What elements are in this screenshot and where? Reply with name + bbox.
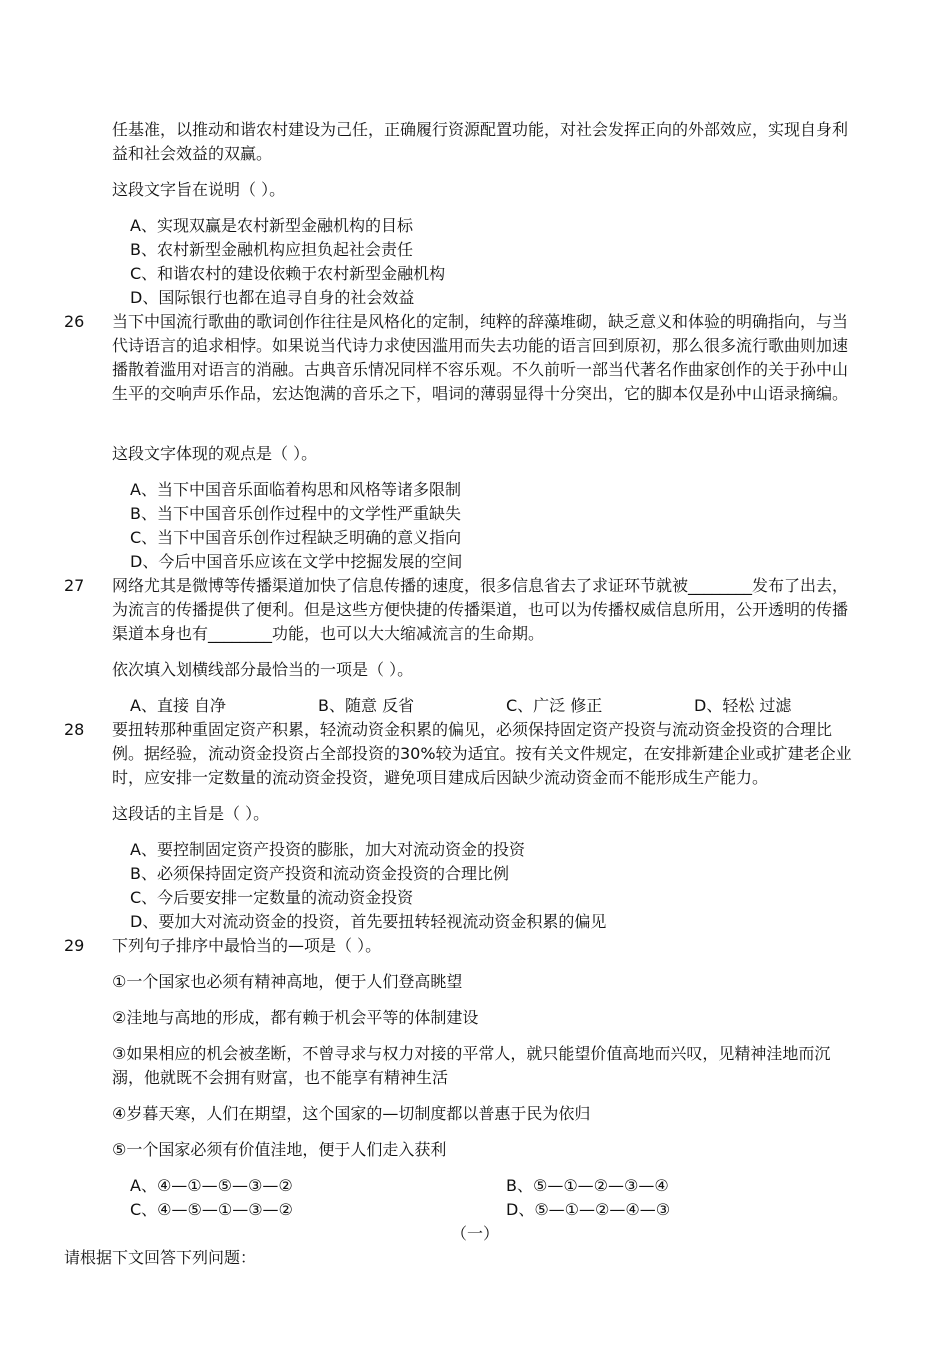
q27-question: 依次填入划横线部分最恰当的一项是（ ）。: [112, 660, 414, 679]
q26-number: 26: [64, 312, 85, 331]
q26-passage: 当下中国流行歌曲的歌词创作往往是风格化的定制，纯粹的辞藻堆砌，缺乏意义和体验的明确指向，与当代诗语言的追求相悖。如果说当代诗力求使因滥用而失去功能的语言回到原初，那么很多流行歌曲则加速播散着滥用对语言的消融。古典音乐情况同样不容乐观。不久前听一部当代著名作曲家创作的关于孙中山生平的交响声乐作品，宏达饱满的音乐之下，唱词的薄弱显得十分突出，它的脚本仅是孙中山语录摘编。: [112, 312, 849, 403]
q27-number: 27: [64, 576, 85, 595]
q29-sentence-5: ⑤一个国家必须有价值洼地，便于人们走入获利: [112, 1140, 447, 1159]
q28-option-d: D、要加大对流动资金的投资，首先要扭转轻视流动资金积累的偏见: [130, 912, 607, 931]
q26-question: 这段文字体现的观点是（ ）。: [112, 444, 318, 463]
q27-option-a: A、直接 自净: [130, 696, 227, 715]
q29-question: 下列句子排序中最恰当的—项是（ ）。: [112, 936, 382, 955]
q28-option-c: C、今后要安排一定数量的流动资金投资: [130, 888, 414, 907]
q27-option-c: C、广泛 修正: [506, 696, 603, 715]
q25-option-c: C、和谐农村的建设依赖于农村新型金融机构: [130, 264, 446, 283]
q28-number: 28: [64, 720, 85, 739]
q29-option-d: D、⑤—①—②—④—③: [506, 1200, 671, 1219]
q29-option-a: A、④—①—⑤—③—②: [130, 1176, 293, 1195]
q25-option-d: D、国际银行也都在追寻自身的社会效益: [130, 288, 415, 307]
q27-passage: 网络尤其是微博等传播渠道加快了信息传播的速度，很多信息省去了求证环节就被________发布了出去，为流言的传播提供了便利。但是这些方便快捷的传播渠道，也可以为传播权威信息所用，公开透明的传播渠道本身也有________功能，也可以大大缩减流言的生命期。: [112, 576, 849, 643]
section-title: （一）: [450, 1224, 499, 1243]
q29-option-b: B、⑤—①—②—③—④: [506, 1176, 669, 1195]
q29-sentence-2: ②洼地与高地的形成，都有赖于机会平等的体制建设: [112, 1008, 479, 1027]
q29-sentence-4: ④岁暮天寒，人们在期望，这个国家的—切制度都以普惠于民为依归: [112, 1104, 591, 1123]
q25-option-a: A、实现双赢是农村新型金融机构的目标: [130, 216, 413, 235]
q27-option-d: D、轻松 过滤: [694, 696, 792, 715]
q28-option-a: A、要控制固定资产投资的膨胀，加大对流动资金的投资: [130, 840, 525, 859]
q25-passage: 任基准，以推动和谐农村建设为己任，正确履行资源配置功能，对社会发挥正向的外部效应，实现自身利益和社会效益的双赢。: [112, 120, 849, 163]
q26-option-d: D、今后中国音乐应该在文学中挖掘发展的空间: [130, 552, 463, 571]
q29-option-c: C、④—⑤—①—③—②: [130, 1200, 293, 1219]
q25-question: 这段文字旨在说明（ ）。: [112, 180, 286, 199]
q29-number: 29: [64, 936, 85, 955]
q28-passage: 要扭转那种重固定资产积累，轻流动资金积累的偏见，必须保持固定资产投资与流动资金投资的合理比例。据经验，流动资金投资占全部投资的30%较为适宜。按有关文件规定，在安排新建企业或扩建老企业时，应安排一定数量的流动资金投资，避免项目建成后因缺少流动资金而不能形成生产能力。: [112, 720, 852, 787]
q29-sentence-1: ①一个国家也必须有精神高地，便于人们登高眺望: [112, 972, 463, 991]
q26-option-b: B、当下中国音乐创作过程中的文学性严重缺失: [130, 504, 461, 523]
q29-sentence-3: ③如果相应的机会被垄断，不曾寻求与权力对接的平常人，就只能望价值高地而兴叹，见精神洼地而沉溺，他就既不会拥有财富，也不能享有精神生活: [112, 1044, 831, 1087]
q25-option-b: B、农村新型金融机构应担负起社会责任: [130, 240, 413, 259]
q26-option-c: C、当下中国音乐创作过程缺乏明确的意义指向: [130, 528, 462, 547]
q28-option-b: B、必须保持固定资产投资和流动资金投资的合理比例: [130, 864, 509, 883]
q27-option-b: B、随意 反省: [318, 696, 415, 715]
section-instruction: 请根据下文回答下列问题：: [64, 1248, 257, 1267]
q26-option-a: A、当下中国音乐面临着构思和风格等诸多限制: [130, 480, 461, 499]
q28-question: 这段话的主旨是（ ）。: [112, 804, 270, 823]
